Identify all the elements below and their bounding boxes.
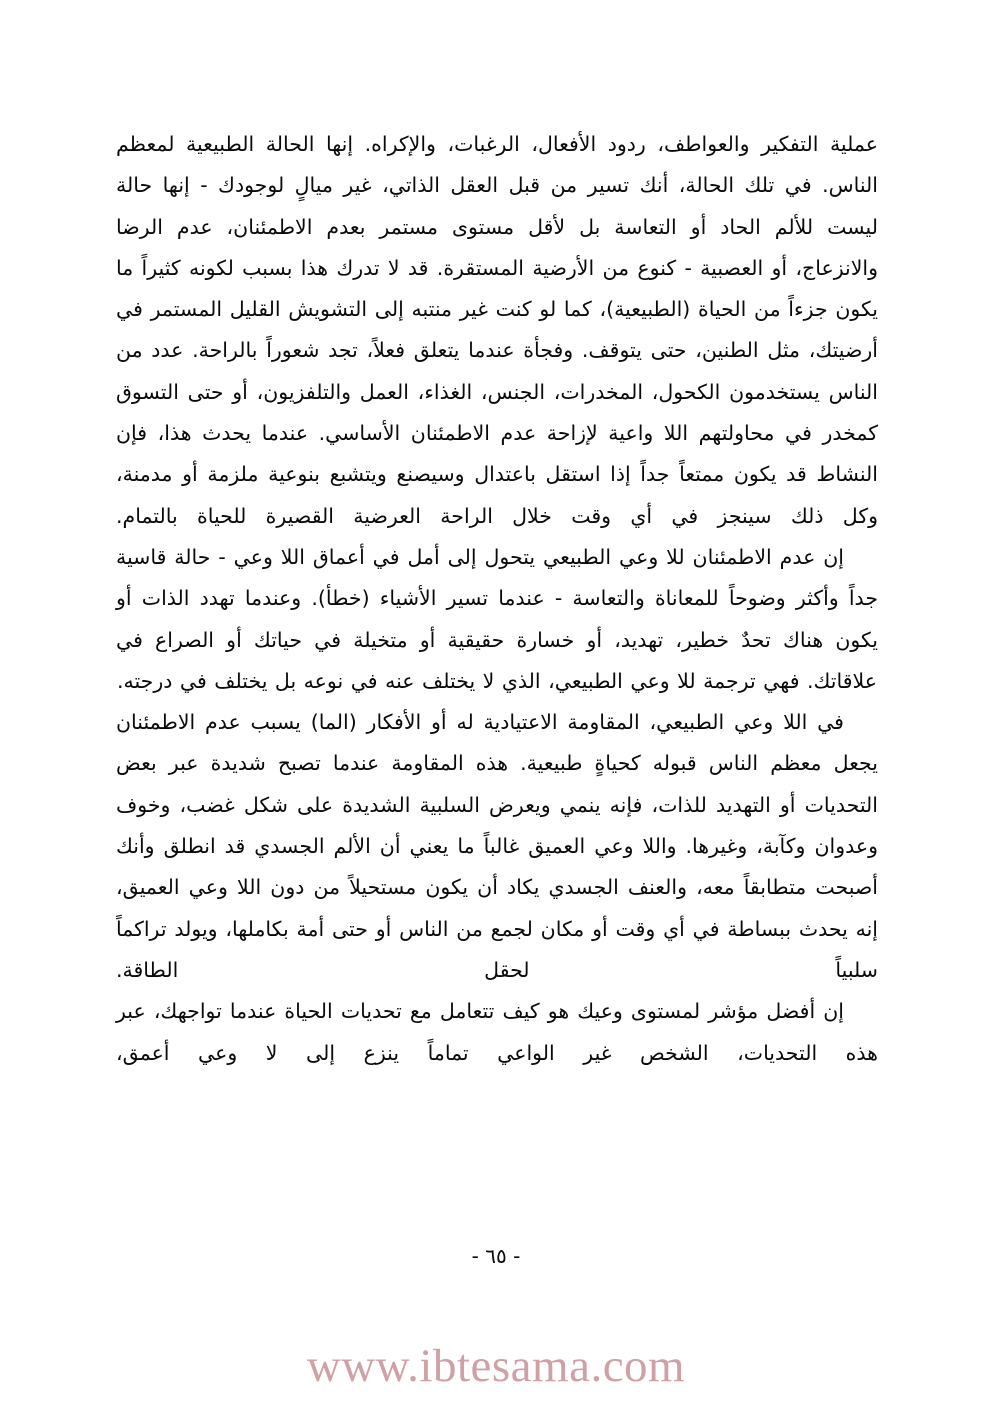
- paragraph-4: إن أفضل مؤشر لمستوى وعيك هو كيف تتعامل مع تحديات الحياة عندما تواجهك، عبر هذه التحديات، الشخص غير الواعي تماماً ينزع إلى لا وعي أعمق،: [116, 999, 878, 1065]
- watermark-text: www.ibtesama.com: [306, 1340, 686, 1392]
- paragraph-1: عملية التفكير والعواطف، ردود الأفعال، الرغبات، والإكراه. إنها الحالة الطبيعية لمعظم الناس. في تلك الحالة، أنك تسير من قبل العقل الذاتي، غير ميالٍ لوجودك - إنها حالة ليست للألم الحاد أو التعاسة بل لأقل مستوى مستمر بعدم الاطمئنان، عدم الرضا والانزعاج، أو العصبية - كنوع من الأرضية المستقرة. قد لا تدرك هذا بسبب لكونه كثيراً ما يكون جزءاً من الحياة (الطبيعية)، كما لو كنت غير منتبه إلى التشويش القليل المستمر في أرضيتك، مثل الطنين، حتى يتوقف. وفجأة عندما يتعلق فعلاً، تجد شعوراً بالراحة. عدد من الناس يستخدمون الكحول، المخدرات، الجنس، الغذاء، العمل والتلفزيون، أو حتى التسوق كمخدر في محاولتهم اللا واعية لإزاحة عدم الاطمئنان الأساسي. عندما يحدث هذا، فإن النشاط قد يكون ممتعاً جداً إذا استقل باعتدال وسيصنع ويتشبع بنوعية ملزمة أو مدمنة، وكل ذلك سينجز في أي وقت خلال الراحة العرضية القصيرة للحياة بالتمام.: [116, 132, 878, 528]
- paragraph-3: في اللا وعي الطبيعي، المقاومة الاعتيادية له أو الأفكار (الما) يسبب عدم الاطمئنان يجعل معظم الناس قبوله كحياةٍ طبيعية. هذه المقاومة عندما تصبح شديدة عبر بعض التحديات أو التهديد للذات، فإنه ينمي ويعرض السلبية الشديدة على شكل غضب، وخوف وعدوان وكآبة، وغيرها. واللا وعي العميق غالباً ما يعني أن الألم الجسدي قد انطلق وأنك أصبحت متطابقاً معه، والعنف الجسدي يكاد أن يكون مستحيلاً من دون اللا وعي العميق، إنه يحدث ببساطة في أي وقت أو مكان لجمع من الناس أو حتى أمة بكاملها، ويولد تراكماً سلبياً لحقل الطاقة.: [116, 710, 878, 982]
- body-text-column: [116, 124, 878, 1074]
- page-number: - ٦٥ -: [471, 1244, 521, 1268]
- paragraph-2: إن عدم الاطمئنان للا وعي الطبيعي يتحول إلى أمل في أعماق اللا وعي - حالة قاسية جداً وأكثر وضوحاً للمعاناة والتعاسة - عندما تسير الأشياء (خطأ). وعندما تهدد الذات أو يكون هناك تحدٌ خطير، تهديد، أو خسارة حقيقية أو متخيلة في حياتك أو الصراع في علاقاتك. فهي ترجمة للا وعي الطبيعي، الذي لا يختلف عنه في نوعه بل يختلف في درجته.: [116, 544, 878, 693]
